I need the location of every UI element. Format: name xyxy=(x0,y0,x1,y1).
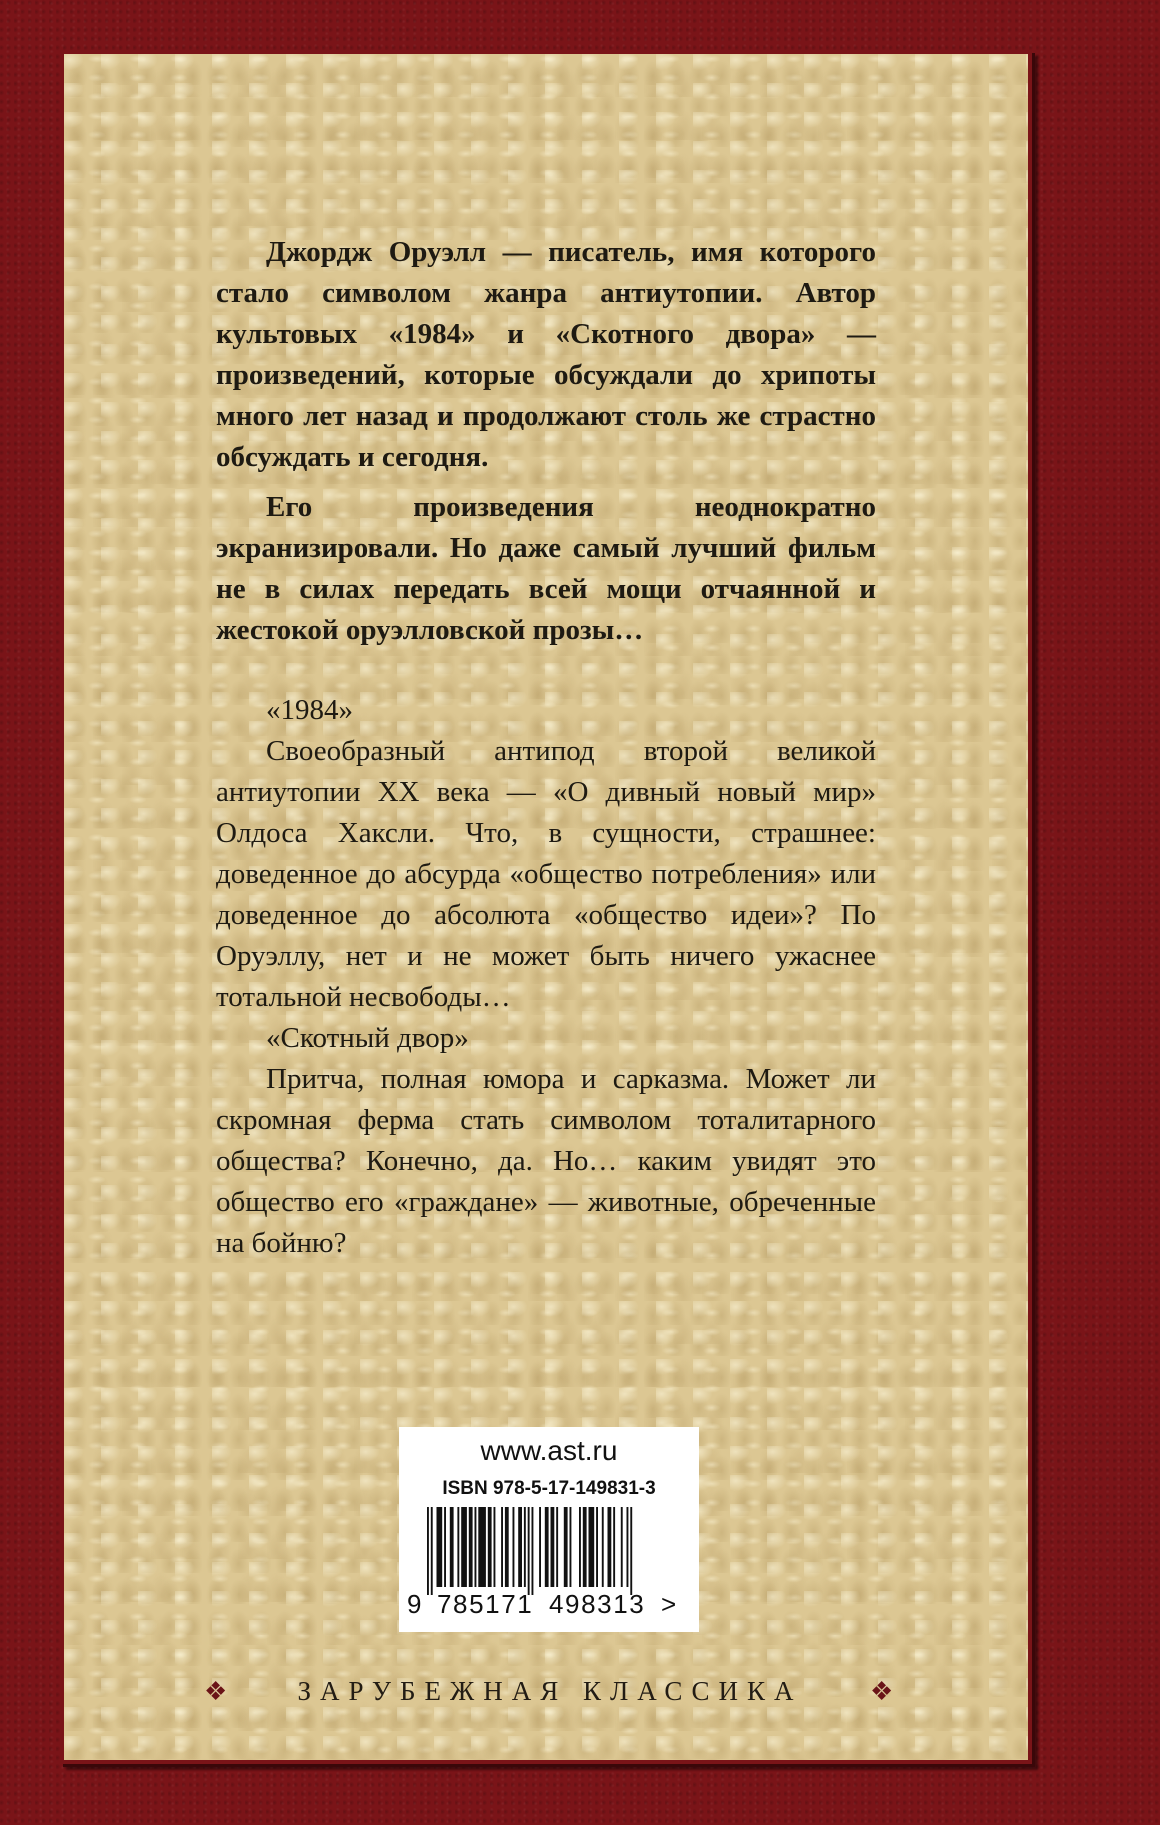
barcode-bar xyxy=(431,1507,433,1595)
barcode-bar xyxy=(613,1507,615,1587)
annotation-block xyxy=(216,232,876,651)
barcode-bar xyxy=(532,1507,534,1595)
barcode-bar xyxy=(528,1507,530,1595)
works-block xyxy=(216,690,876,1264)
barcode-bar xyxy=(621,1507,623,1587)
barcode-bar xyxy=(579,1507,581,1587)
website-url: www.ast.ru xyxy=(480,1435,618,1466)
barcode-bar xyxy=(570,1507,572,1587)
barcode-bar xyxy=(501,1507,503,1587)
barcode-bar xyxy=(583,1507,587,1587)
barcode-digit-group: 498313 xyxy=(549,1589,646,1619)
work-title: «Скотный двор» xyxy=(266,1022,469,1054)
barcode-bar xyxy=(556,1507,558,1587)
annotation-paragraph: Его произведения неоднократно экранизировали. Но даже самый лучший фильм не в силах передать всей мощи отчаянной и жестокой оруэлловской прозы… xyxy=(216,491,876,646)
barcode-bar xyxy=(551,1507,555,1587)
barcode-bar xyxy=(437,1507,443,1587)
barcode-bar xyxy=(488,1507,492,1587)
barcode-bar xyxy=(505,1507,509,1587)
ornament-icon: ❖ xyxy=(870,1677,894,1706)
barcode-bar xyxy=(475,1507,477,1587)
annotation-paragraph: Джордж Оруэлл — писатель, имя которого стало символом жанра антиутопии. Автор культовых «1984» и «Скотного двора» — произведений, которые обсуждали до хрипоты много лет назад и продолжают столь же страстно обсуждать и сегодня. xyxy=(216,236,876,473)
barcode-bar xyxy=(627,1507,629,1587)
barcode-bar xyxy=(564,1507,568,1587)
barcode-bar xyxy=(608,1507,612,1587)
barcode-bar xyxy=(427,1507,429,1595)
barcode-bar xyxy=(539,1507,541,1587)
work-description: Своеобразный антипод второй великой антиутопии XX века — «О дивный новый мир» Олдоса Хаксли. Что, в сущности, страшнее: доведенное до абсурда «общество потребления» или доведенное до абсолюта «общество идеи»? По Оруэллу, нет и не может быть ничего ужаснее тотальной несвободы… xyxy=(216,735,876,1013)
work-title: «1984» xyxy=(266,694,353,726)
barcode-bar xyxy=(513,1507,515,1587)
barcode-bar xyxy=(545,1507,549,1587)
barcode-bar xyxy=(469,1507,473,1587)
work-description: Притча, полная юмора и сарказма. Может ли скромная ферма стать символом тоталитарного общества? Конечно, да. Но… каким увидят это общество его «граждане» — животные, обреченные на бойню? xyxy=(216,1063,876,1259)
barcode-bar xyxy=(494,1507,496,1587)
barcode-bar xyxy=(524,1507,526,1587)
barcode-bar xyxy=(589,1507,595,1587)
barcode-bar xyxy=(518,1507,522,1587)
barcode-bar xyxy=(630,1507,632,1595)
barcode-bar xyxy=(461,1507,467,1587)
barcode-digit-first: 9 xyxy=(407,1589,424,1619)
barcode-box xyxy=(399,1427,699,1632)
ornament-icon: ❖ xyxy=(204,1677,228,1706)
barcode-bar xyxy=(457,1507,459,1587)
barcode-digit-group: 785171 xyxy=(437,1589,534,1619)
barcode-bar xyxy=(444,1507,446,1587)
barcode-bar xyxy=(596,1507,598,1587)
barcode-arrow: > xyxy=(661,1589,678,1619)
series-label: ЗАРУБЕЖНАЯ КЛАССИКА xyxy=(297,1676,803,1706)
barcode-bar xyxy=(602,1507,604,1587)
barcode-bar xyxy=(478,1507,486,1587)
isbn-text: ISBN 978-5-17-149831-3 xyxy=(442,1478,656,1499)
barcode-bar xyxy=(450,1507,454,1587)
